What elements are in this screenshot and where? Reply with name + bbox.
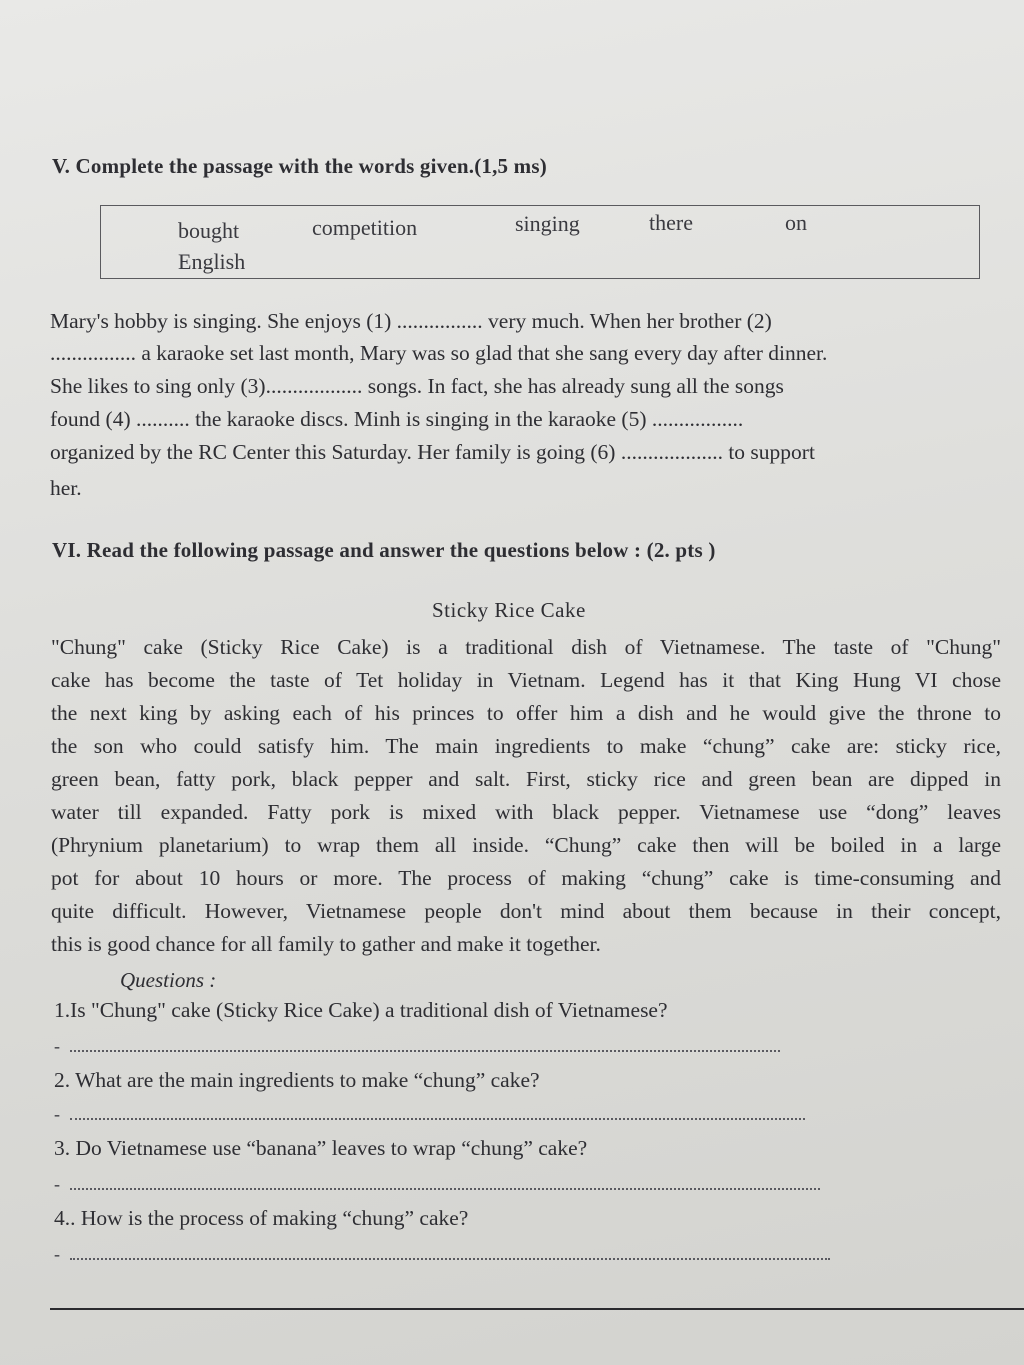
reading-passage-line: water till expanded. Fatty pork is mixed with black pepper. Vietnamese use “dong” leaves <box>51 800 1001 824</box>
word-bank-item: bought <box>178 218 240 243</box>
reading-passage-line: cake has become the taste of Tet holiday in Vietnam. Legend has it that King Hung VI chose <box>51 668 1001 692</box>
word-bank-box <box>100 205 980 279</box>
reading-passage-line: "Chung" cake (Sticky Rice Cake) is a traditional dish of Vietnamese. The taste of "Chung" <box>51 635 1001 659</box>
fill-passage-line: found (4) .......... the karaoke discs. Minh is singing in the karaoke (5) ................. <box>50 407 744 431</box>
questions-label: Questions : <box>120 968 217 992</box>
bottom-divider <box>50 1308 1024 1310</box>
fill-passage-line: organized by the RC Center this Saturday. Her family is going (6) ................... to support <box>50 440 815 464</box>
answer-line-4[interactable] <box>54 1244 830 1265</box>
answer-dash: - <box>54 1174 60 1194</box>
word-bank-item: competition <box>312 215 418 240</box>
answer-dash: - <box>54 1244 60 1264</box>
answer-dotted-line[interactable] <box>70 1252 830 1260</box>
answer-dash: - <box>54 1104 60 1124</box>
answer-dotted-line[interactable] <box>70 1112 805 1120</box>
answer-line-1[interactable] <box>54 1036 780 1057</box>
question-4: 4.. How is the process of making “chung” cake? <box>54 1206 469 1230</box>
answer-dash: - <box>54 1036 60 1056</box>
answer-dotted-line[interactable] <box>70 1182 820 1190</box>
reading-passage-line: this is good chance for all family to gather and make it together. <box>51 932 601 956</box>
fill-passage-line: Mary's hobby is singing. She enjoys (1) ................ very much. When her brother (2) <box>50 309 772 333</box>
answer-dotted-line[interactable] <box>70 1044 780 1052</box>
word-bank-item: singing <box>515 211 580 236</box>
word-bank-item: English <box>178 249 246 274</box>
fill-passage-line: She likes to sing only (3).................. songs. In fact, she has already sung all the songs <box>50 374 784 398</box>
question-1: 1.Is "Chung" cake (Sticky Rice Cake) a traditional dish of Vietnamese? <box>54 998 668 1022</box>
reading-passage-line: the next king by asking each of his princes to offer him a dish and he would give the throne to <box>51 701 1001 725</box>
reading-passage-line: the son who could satisfy him. The main ingredients to make “chung” cake are: sticky rice, <box>51 734 1001 758</box>
word-bank-item: on <box>785 210 807 235</box>
fill-passage-line: her. <box>50 476 82 500</box>
section-5-heading: V. Complete the passage with the words given.(1,5 ms) <box>52 154 547 178</box>
reading-passage-line: pot for about 10 hours or more. The process of making “chung” cake is time-consuming and <box>51 866 1001 890</box>
question-2: 2. What are the main ingredients to make “chung” cake? <box>54 1068 540 1092</box>
reading-passage-line: green bean, fatty pork, black pepper and salt. First, sticky rice and green bean are dipped in <box>51 767 1001 791</box>
passage-title: Sticky Rice Cake <box>432 598 586 622</box>
fill-passage-line: ................ a karaoke set last month, Mary was so glad that she sang every day after dinner. <box>50 341 828 365</box>
reading-passage-line: quite difficult. However, Vietnamese people don't mind about them because in their concept, <box>51 899 1001 923</box>
reading-passage-line: (Phrynium planetarium) to wrap them all inside. “Chung” cake then will be boiled in a large <box>51 833 1001 857</box>
section-6-heading: VI. Read the following passage and answer the questions below : (2. pts ) <box>52 538 716 562</box>
answer-line-2[interactable] <box>54 1104 805 1125</box>
answer-line-3[interactable] <box>54 1174 820 1195</box>
question-3: 3. Do Vietnamese use “banana” leaves to wrap “chung” cake? <box>54 1136 588 1160</box>
word-bank-item: there <box>649 210 693 235</box>
